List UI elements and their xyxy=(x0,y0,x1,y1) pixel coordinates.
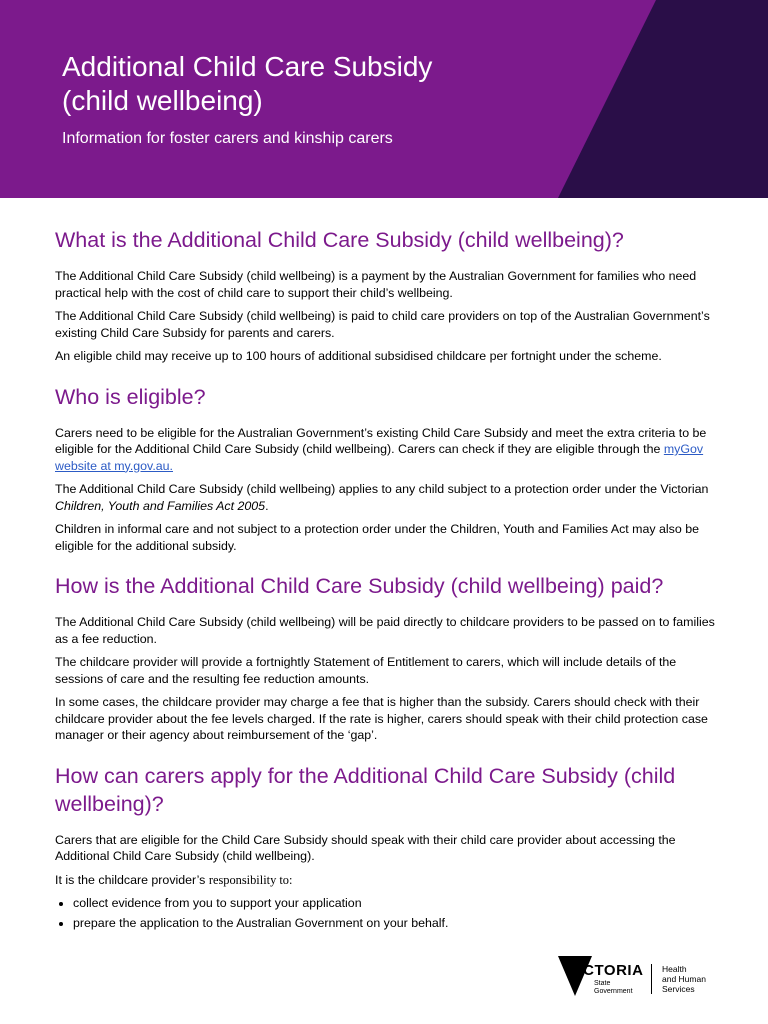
paragraph: In some cases, the childcare provider may charge a fee that is higher than the subsidy. Carers should check with their childcare provider about the fee levels charged. If the rate is higher, carers should speak with their child protection case manager or their agency about reimbursement of the ‘gap’. xyxy=(55,695,708,742)
victoria-government-logo xyxy=(558,952,728,998)
paragraph-text: Carers need to be eligible for the Australian Government’s existing Child Care Subsidy and meet the extra criteria to be eligible for the Additional Child Care Subsidy (child wellbeing). Carers can check if they are eligible through the xyxy=(55,425,707,456)
mygov-link[interactable]: myGov website at my.gov.au. xyxy=(55,442,704,473)
heading-how-paid: How is the Additional Child Care Subsidy (child wellbeing) paid? xyxy=(55,574,664,598)
paragraph: The Additional Child Care Subsidy (child wellbeing) is a payment by the Australian Government for families who need practical help with the cost of child care to support their child’s wellbeing. xyxy=(55,269,697,300)
responsibility-list xyxy=(55,895,715,931)
logo-wordmark: VICTORIA xyxy=(568,962,644,979)
dept-line-3: Services xyxy=(662,984,695,994)
paragraph: The childcare provider will provide a fortnightly Statement of Entitlement to carers, which will include details of the sessions of care and the resulting fee reduction amounts. xyxy=(55,655,677,686)
heading-who: Who is eligible? xyxy=(55,384,206,409)
section-who xyxy=(55,383,715,555)
paragraph: The Additional Child Care Subsidy (child wellbeing) is paid to child care providers on top of the Australian Government’s existing Child Care Subsidy for parents and carers. xyxy=(55,309,710,340)
heading-what: What is the Additional Child Care Subsidy (child wellbeing)? xyxy=(55,228,624,252)
dept-line-2: and Human xyxy=(662,974,706,984)
title-line-2: (child wellbeing) xyxy=(62,85,263,116)
dept-line-1: Health xyxy=(662,964,687,974)
logo-divider xyxy=(651,964,652,994)
title-line-1: Additional Child Care Subsidy xyxy=(62,51,433,82)
paragraph-serif-text: responsibility to: xyxy=(208,872,293,887)
logo-sub-line-1: State xyxy=(594,980,611,987)
list-item: • collect evidence from you to support your application xyxy=(73,895,715,912)
page-header xyxy=(0,0,768,198)
paragraph: Children in informal care and not subject to a protection order under the Children, Youth and Families Act may also be eligible for the additional subsidy. xyxy=(55,522,699,553)
paragraph xyxy=(55,872,715,889)
heading-apply: How can carers apply for the Additional Child Care Subsidy (child wellbeing)? xyxy=(55,763,676,816)
page-subtitle: Information for foster carers and kinship carers xyxy=(62,130,393,147)
paragraph xyxy=(55,425,715,475)
section-what xyxy=(55,226,715,365)
paragraph: Carers that are eligible for the Child Care Subsidy should speak with their child care provider about accessing the Additional Child Care Subsidy (child wellbeing). xyxy=(55,832,676,863)
logo-department-name xyxy=(662,964,706,994)
document-body xyxy=(55,226,715,949)
paragraph xyxy=(55,481,715,514)
paragraph: An eligible child may receive up to 100 hours of additional subsidised childcare per fortnight under the scheme. xyxy=(55,349,662,363)
page-title xyxy=(62,50,562,118)
paragraph: The Additional Child Care Subsidy (child wellbeing) will be paid directly to childcare providers to be passed on to families as a fee reduction. xyxy=(55,615,715,646)
section-apply xyxy=(55,762,715,932)
logo-sub-line-2: Government xyxy=(594,988,633,995)
logo-state-government xyxy=(594,980,633,996)
section-how-paid xyxy=(55,572,715,744)
paragraph-text: The Additional Child Care Subsidy (child wellbeing) applies to any child subject to a protection order under the Victorian xyxy=(55,482,709,496)
paragraph-text: It is the childcare provider’s xyxy=(55,872,209,887)
paragraph-end: . xyxy=(265,498,269,513)
act-title: Children, Youth and Families Act 2005 xyxy=(55,498,266,513)
list-item: • prepare the application to the Australian Government on your behalf. xyxy=(73,915,715,932)
